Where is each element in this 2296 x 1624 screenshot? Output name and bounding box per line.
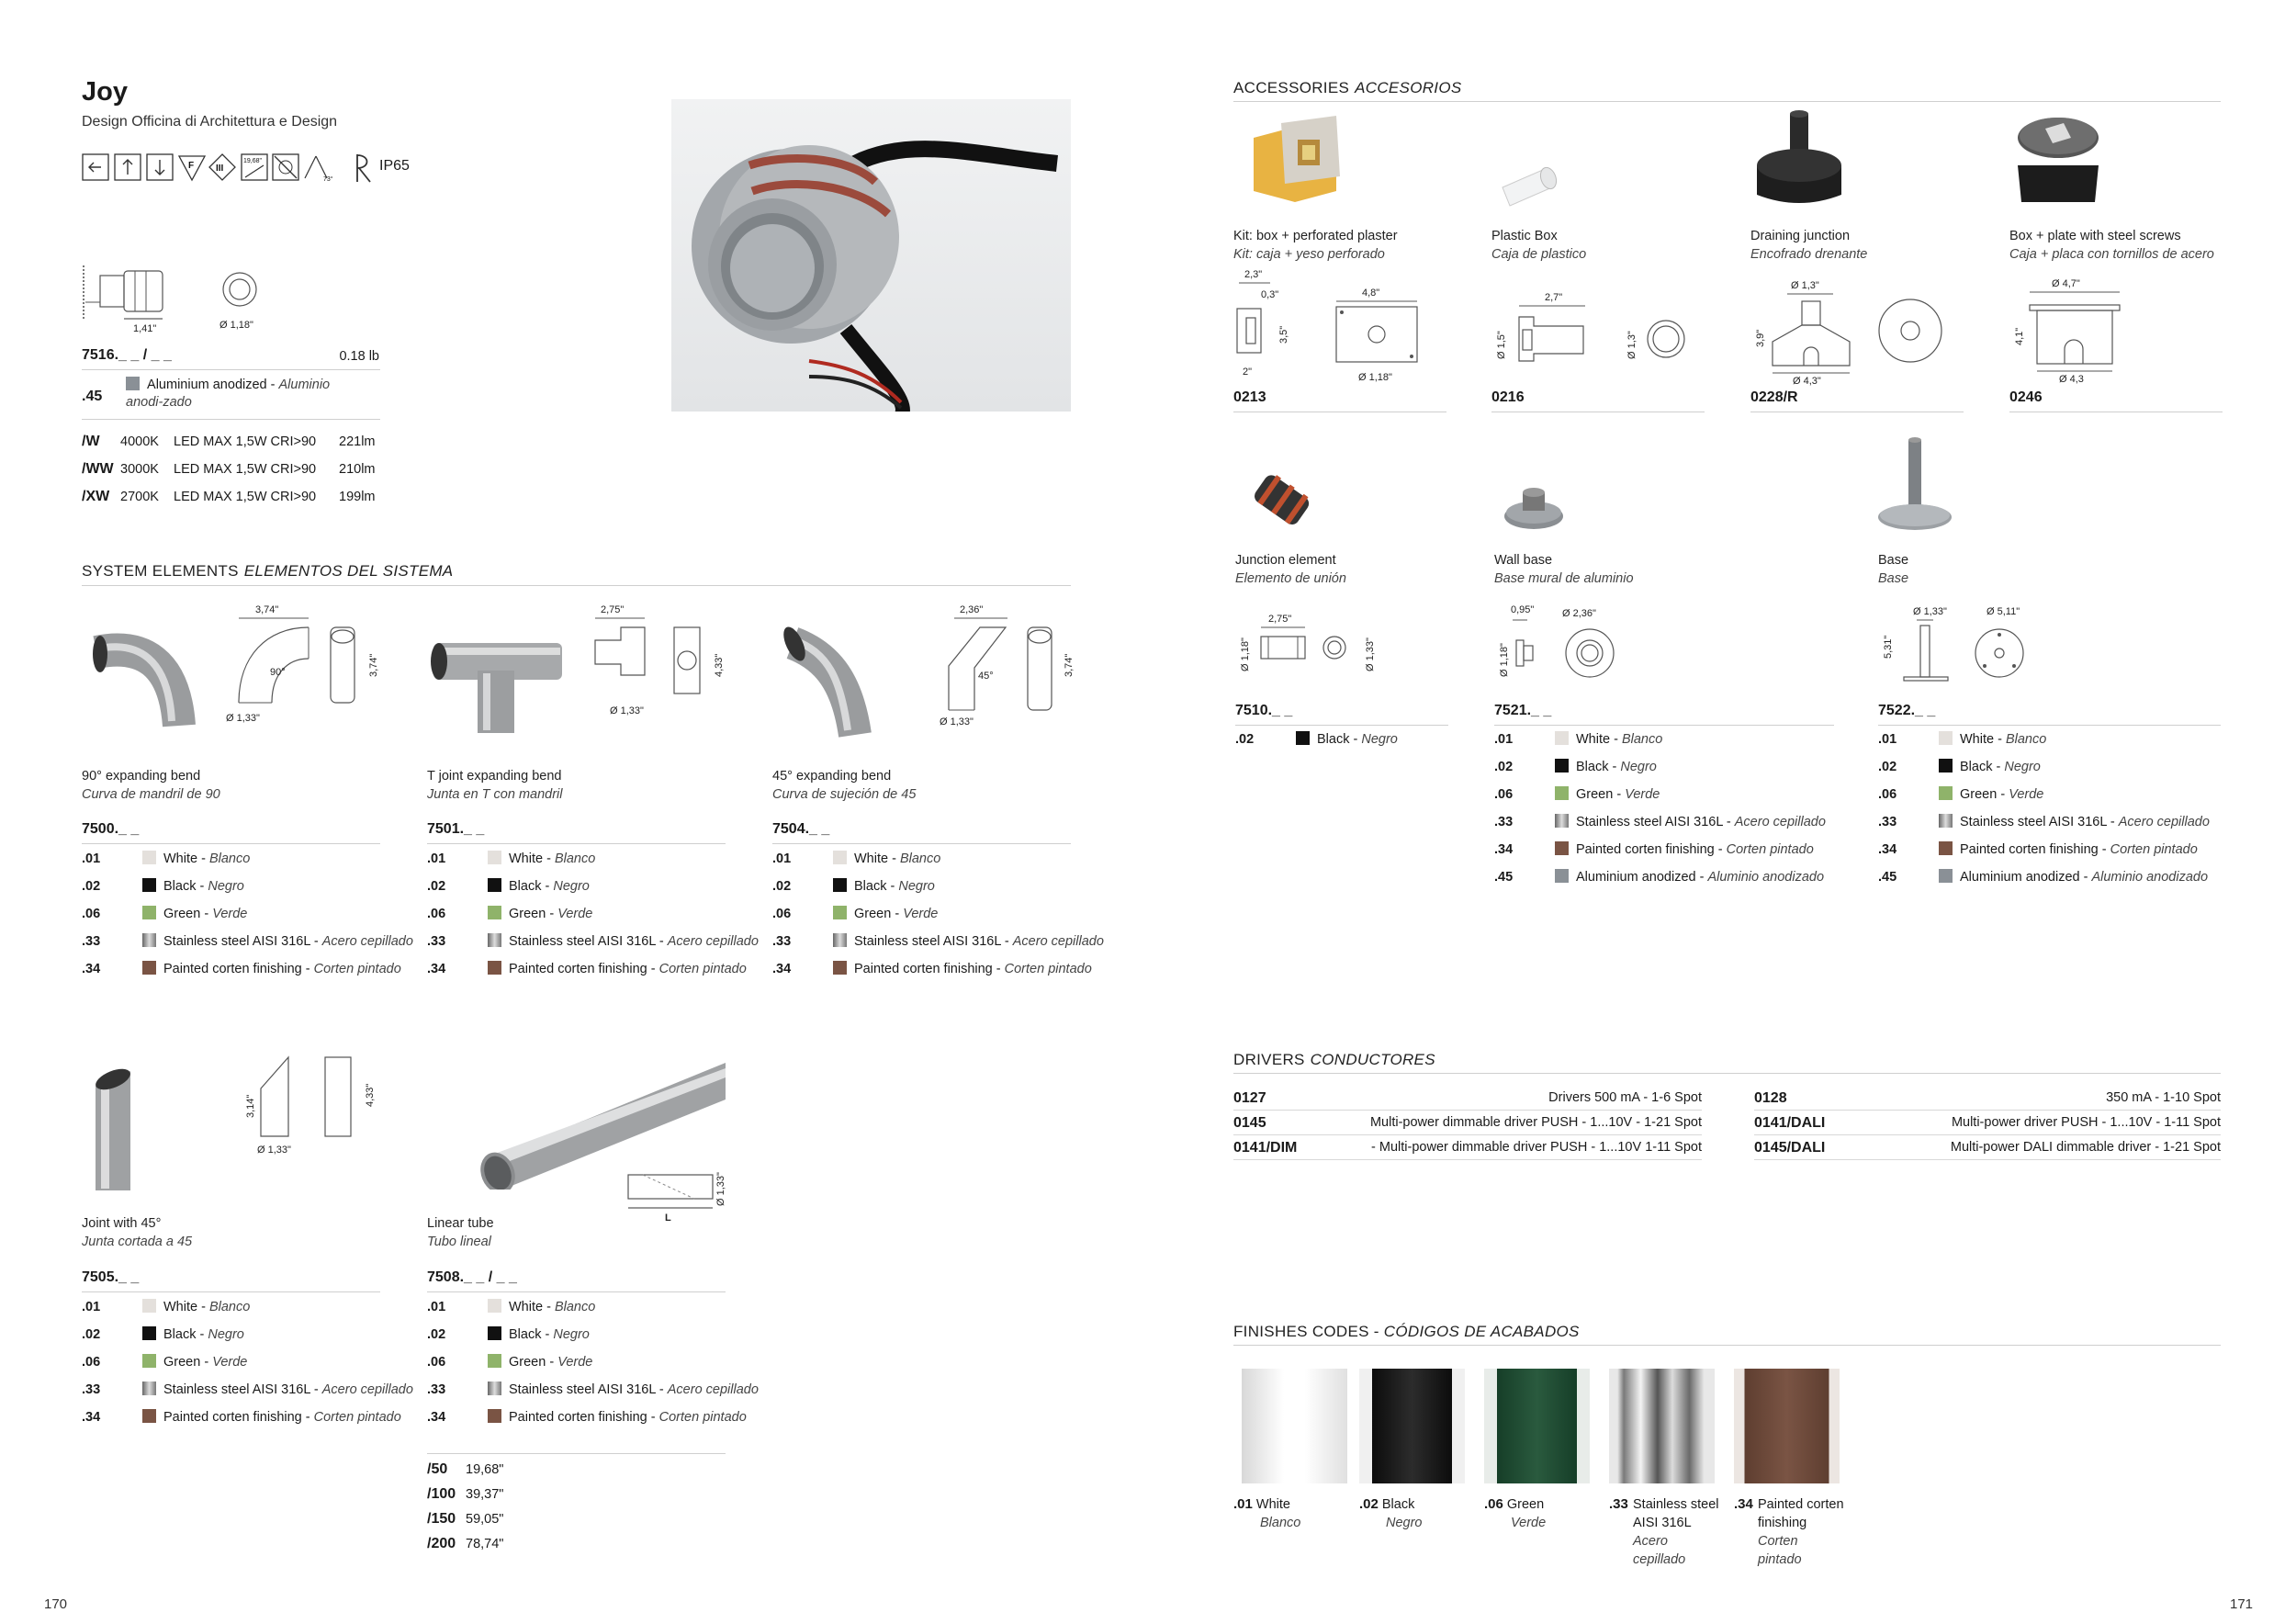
finish-code-corten: .34 Painted corten finishing Corten pintado <box>1734 1496 1844 1567</box>
svg-text:Ø 1,18": Ø 1,18" <box>1499 643 1510 677</box>
junction-element-photo <box>1244 464 1318 537</box>
svg-text:Ø 1,18": Ø 1,18" <box>219 320 253 331</box>
base-code: 7522._ _ <box>1878 703 1936 718</box>
driver-row: 0141/DALI Multi-power driver PUSH - 1...10V - 1-11 Spot <box>1754 1111 2221 1135</box>
finish-row: .33 Stainless steel AISI 316L - Acero cepillado <box>427 1382 759 1397</box>
led-row: /W 4000K LED MAX 1,5W CRI>90 221lm <box>82 434 376 449</box>
joint-45-finishes <box>82 1293 413 1440</box>
linear-tube-drawing <box>625 1162 735 1226</box>
box-plate-photo <box>2007 110 2108 211</box>
svg-text:Ø 2,36": Ø 2,36" <box>1562 608 1596 619</box>
finish-row: .33 Stainless steel AISI 316L - Acero cepillado <box>427 934 759 949</box>
wall-base-photo <box>1497 478 1570 542</box>
finish-row: .34 Painted corten finishing - Corten pintado <box>427 1410 747 1425</box>
svg-text:2,3": 2,3" <box>1244 269 1263 280</box>
svg-text:3,74": 3,74" <box>255 604 279 615</box>
svg-text:1,41": 1,41" <box>133 323 157 334</box>
finish-row: .34 Painted corten finishing - Corten pintado <box>427 962 747 976</box>
svg-text:Ø 4,7": Ø 4,7" <box>2052 278 2080 289</box>
finish-row: .33 Stainless steel AISI 316L - Acero cepillado <box>1878 815 2210 829</box>
finish-row: .02 Black - Negro <box>82 879 244 894</box>
svg-text:L: L <box>665 1212 671 1224</box>
linear-tube-finishes <box>427 1293 759 1440</box>
f-mark-icon <box>179 156 205 180</box>
finish-row: .01 White - Blanco <box>427 851 596 866</box>
wall-base-finishes <box>1494 726 1834 891</box>
svg-text:4,8": 4,8" <box>1362 288 1380 299</box>
joint-45-code: 7505._ _ <box>82 1269 140 1285</box>
r-mark-icon <box>357 154 370 182</box>
tube-lengths <box>427 1457 503 1556</box>
beam-angle-icon <box>305 156 333 183</box>
junction-element-caption: Junction element Elemento de unión <box>1235 553 1346 586</box>
kit-box-drawing <box>1233 266 1454 386</box>
svg-text:F: F <box>188 161 195 171</box>
svg-text:19,68": 19,68" <box>243 158 263 164</box>
no-cover-icon <box>273 154 298 180</box>
finish-row: .02 Black - Negro <box>1494 760 1657 774</box>
svg-text:Ø 1,18": Ø 1,18" <box>1240 637 1251 671</box>
base-photo <box>1874 436 1956 537</box>
svg-text:Ø 1,33": Ø 1,33" <box>940 716 974 727</box>
arrow-left-icon <box>83 154 108 180</box>
finish-codes-section-title: FINISHES CODES - CÓDIGOS DE ACABADOS <box>1233 1323 1580 1340</box>
driver-row: 0145/DALI Multi-power DALI dimmable driver - 1-21 Spot <box>1754 1135 2221 1160</box>
junction-element-drawing <box>1235 611 1401 684</box>
driver-row: 0145 Multi-power dimmable driver PUSH - 1...10V - 1-21 Spot <box>1233 1111 1702 1135</box>
product-code: 7516._ _ / _ _ <box>82 347 172 363</box>
svg-text:2": 2" <box>1243 367 1253 378</box>
finish-swatch-green <box>1484 1369 1590 1483</box>
base-drawing <box>1878 602 2062 694</box>
kit-box-photo <box>1244 110 1345 211</box>
base-finishes <box>1878 726 2221 891</box>
svg-text:2,75": 2,75" <box>1268 614 1292 625</box>
bend-45-drawing <box>932 602 1097 730</box>
finish-swatch-black <box>1359 1369 1465 1483</box>
svg-text:Ø 1,3": Ø 1,3" <box>1626 331 1638 359</box>
wall-base-caption: Wall base Base mural de aluminio <box>1494 553 1634 586</box>
certification-icons <box>82 152 412 184</box>
finish-row: .45 Aluminium anodized - Aluminio anodizado <box>1878 870 2209 885</box>
led-row: /XW 2700K LED MAX 1,5W CRI>90 199lm <box>82 489 376 504</box>
finish-row: .01 White - Blanco <box>82 851 251 866</box>
finish-code-green: .06 Green Verde <box>1484 1496 1547 1530</box>
finish-row: .33 Stainless steel AISI 316L - Acero cepillado <box>1494 815 1826 829</box>
svg-text:III: III <box>216 164 224 174</box>
plastic-box-photo <box>1497 156 1570 211</box>
drivers-section-title: DRIVERS CONDUCTORES <box>1233 1051 1435 1068</box>
svg-text:90°: 90° <box>270 667 286 678</box>
bend-90-caption: 90° expanding bend Curva de mandril de 90 <box>82 769 220 802</box>
spotlight-image <box>671 99 1071 412</box>
svg-text:Ø 1,5": Ø 1,5" <box>1496 331 1507 359</box>
length-row: /50 19,68" <box>427 1461 504 1477</box>
finish-row: .34 Painted corten finishing - Corten pintado <box>1494 842 1814 857</box>
svg-text:4,1": 4,1" <box>2014 327 2025 345</box>
product-designer: Design Officina di Architettura e Design <box>82 114 338 130</box>
bend-90-finishes <box>82 845 413 992</box>
finish-row: .33 Stainless steel AISI 316L - Acero cepillado <box>772 934 1104 949</box>
plastic-box-code: 0216 <box>1491 389 1525 405</box>
box-plate-drawing <box>2009 276 2156 390</box>
finish-code-steel: .33 Stainless steel AISI 316L Acero cepillado <box>1609 1496 1719 1567</box>
bend-90-photo <box>87 625 207 735</box>
spot-drawing <box>82 262 284 335</box>
arrow-up-icon <box>115 154 141 180</box>
page-number-left: 170 <box>44 1596 68 1612</box>
finish-row: .33 Stainless steel AISI 316L - Acero cepillado <box>82 1382 413 1397</box>
svg-text:45°: 45° <box>978 671 994 682</box>
finish-row: .34 Painted corten finishing - Corten pintado <box>1878 842 2198 857</box>
accessories-section-title: ACCESSORIES ACCESORIOS <box>1233 79 1462 96</box>
kit-box-caption: Kit: box + perforated plaster Kit: caja + yeso perforado <box>1233 229 1398 262</box>
drivers-right-column <box>1754 1086 2221 1160</box>
finish-row: .02 Black - Negro <box>1235 732 1398 747</box>
svg-text:2,75": 2,75" <box>601 604 625 615</box>
finish-swatch-white <box>1242 1369 1347 1483</box>
bend-45-caption: 45° expanding bend Curva de sujeción de 45 <box>772 769 917 802</box>
arrow-down-icon <box>147 154 173 180</box>
driver-row: 0141/DIM - Multi-power dimmable driver PUSH - 1...10V 1-11 Spot <box>1233 1135 1702 1160</box>
finish-row: .02 Black - Negro <box>772 879 935 894</box>
finish-row: .33 Stainless steel AISI 316L - Acero cepillado <box>82 934 413 949</box>
finish-row: .02 Black - Negro <box>82 1327 244 1342</box>
t-joint-code: 7501._ _ <box>427 821 485 837</box>
draining-junction-caption: Draining junction Encofrado drenante <box>1750 229 1868 262</box>
finish-row: .02 Black - Negro <box>427 879 590 894</box>
plastic-box-drawing <box>1491 289 1694 372</box>
joint-45-drawing <box>241 1052 388 1167</box>
page-number-right: 171 <box>2230 1596 2254 1612</box>
svg-text:Ø 5,11": Ø 5,11" <box>1986 606 2020 617</box>
draining-junction-photo <box>1750 110 1851 211</box>
system-section-title: SYSTEM ELEMENTS ELEMENTOS DEL SISTEMA <box>82 562 454 580</box>
svg-text:4,33": 4,33" <box>365 1083 376 1107</box>
wall-base-drawing <box>1494 602 1660 694</box>
finish-row: .01 White - Blanco <box>772 851 941 866</box>
svg-text:Ø 1,33": Ø 1,33" <box>257 1145 291 1156</box>
junction-element-code: 7510._ _ <box>1235 703 1293 718</box>
plastic-box-caption: Plastic Box Caja de plastico <box>1491 229 1587 262</box>
finish-row: .01 White - Blanco <box>1878 732 2047 747</box>
finish-row: .06 Green - Verde <box>1494 787 1660 802</box>
product-title: Joy <box>82 77 128 107</box>
finish-swatch-steel <box>1609 1369 1715 1483</box>
finish-row: .06 Green - Verde <box>82 907 248 921</box>
finish-row: .34 Painted corten finishing - Corten pintado <box>772 962 1092 976</box>
finish-row: .01 White - Blanco <box>82 1300 251 1314</box>
svg-text:Ø 4,3: Ø 4,3 <box>2059 374 2084 385</box>
linear-tube-code: 7508._ _ / _ _ <box>427 1269 517 1285</box>
finish-row: .34 Painted corten finishing - Corten pintado <box>82 1410 401 1425</box>
junction-element-finishes <box>1235 726 1448 753</box>
svg-text:Ø 1,33": Ø 1,33" <box>715 1172 726 1206</box>
product-photo <box>671 99 1071 412</box>
svg-text:0,95": 0,95" <box>1511 604 1535 615</box>
drivers-left-column <box>1233 1086 1702 1160</box>
svg-text:Ø 1,33": Ø 1,33" <box>226 713 260 724</box>
product-finish: .45 Aluminium anodized - Aluminio anodi-zado <box>82 378 331 410</box>
joint-45-caption: Joint with 45° Junta cortada a 45 <box>82 1216 193 1249</box>
led-row: /WW 3000K LED MAX 1,5W CRI>90 210lm <box>82 461 376 477</box>
finish-row: .06 Green - Verde <box>427 1355 593 1370</box>
distance-icon <box>242 154 267 180</box>
draining-junction-code: 0228/R <box>1750 389 1798 405</box>
bend-45-photo <box>774 620 884 739</box>
finish-row: .06 Green - Verde <box>772 907 939 921</box>
t-joint-drawing <box>588 602 753 721</box>
driver-row: 0127 Drivers 500 mA - 1-6 Spot <box>1233 1086 1702 1111</box>
svg-text:Ø 4,3": Ø 4,3" <box>1793 376 1821 387</box>
driver-row: 0128 350 mA - 1-10 Spot <box>1754 1086 2221 1111</box>
svg-text:Ø 1,33": Ø 1,33" <box>610 705 644 716</box>
bend-90-drawing <box>220 602 386 730</box>
t-joint-finishes <box>427 845 759 992</box>
length-row: /150 59,05" <box>427 1511 504 1527</box>
finish-row: .02 Black - Negro <box>427 1327 590 1342</box>
svg-text:3,74": 3,74" <box>1064 653 1075 677</box>
kit-box-code: 0213 <box>1233 389 1266 405</box>
svg-text:4,33": 4,33" <box>714 653 725 677</box>
finish-row: .45 Aluminium anodized - Aluminio anodizado <box>1494 870 1825 885</box>
bend-45-code: 7504._ _ <box>772 821 830 837</box>
svg-text:2,7": 2,7" <box>1545 292 1563 303</box>
bend-45-finishes <box>772 845 1104 992</box>
svg-text:73°: 73° <box>323 176 333 183</box>
svg-text:5,31": 5,31" <box>1883 635 1894 659</box>
class-iii-icon <box>209 154 235 180</box>
svg-text:Ø 1,33": Ø 1,33" <box>1365 637 1376 671</box>
finish-swatch-corten <box>1734 1369 1840 1483</box>
finish-row: .02 Black - Negro <box>1878 760 2041 774</box>
linear-tube-caption: Linear tube Tubo lineal <box>427 1216 494 1249</box>
finish-row: .01 White - Blanco <box>1494 732 1663 747</box>
svg-text:3,9": 3,9" <box>1755 329 1766 347</box>
t-joint-photo <box>424 620 571 735</box>
t-joint-caption: T joint expanding bend Junta en T con mandril <box>427 769 563 802</box>
wall-base-code: 7521._ _ <box>1494 703 1552 718</box>
finish-code-black: .02 Black Negro <box>1359 1496 1423 1530</box>
svg-text:3,14": 3,14" <box>245 1094 256 1118</box>
finish-row: .01 White - Blanco <box>427 1300 596 1314</box>
box-plate-code: 0246 <box>2009 389 2043 405</box>
svg-text:3,5": 3,5" <box>1278 325 1289 344</box>
bend-90-code: 7500._ _ <box>82 821 140 837</box>
draining-junction-drawing <box>1750 277 1971 388</box>
led-table <box>82 428 380 511</box>
svg-text:Ø 1,18": Ø 1,18" <box>1358 372 1392 383</box>
base-caption: Base Base <box>1878 553 1909 586</box>
ip-rating: IP65 <box>379 158 410 174</box>
length-row: /200 78,74" <box>427 1536 504 1551</box>
box-plate-caption: Box + plate with steel screws Caja + placa con tornillos de acero <box>2009 229 2214 262</box>
finish-row: .06 Green - Verde <box>82 1355 248 1370</box>
svg-text:2,36": 2,36" <box>960 604 984 615</box>
svg-text:3,74": 3,74" <box>368 653 379 677</box>
product-weight: 0.18 lb <box>339 349 379 364</box>
svg-text:0,3": 0,3" <box>1261 289 1279 300</box>
finish-row: .06 Green - Verde <box>1878 787 2044 802</box>
finish-code-white: .01 White Blanco <box>1233 1496 1301 1530</box>
joint-45-photo <box>84 1066 158 1194</box>
length-row: /100 39,37" <box>427 1486 504 1502</box>
finish-row: .06 Green - Verde <box>427 907 593 921</box>
svg-text:Ø 1,3": Ø 1,3" <box>1791 280 1819 291</box>
finish-row: .34 Painted corten finishing - Corten pintado <box>82 962 401 976</box>
svg-text:Ø 1,33": Ø 1,33" <box>1913 606 1947 617</box>
